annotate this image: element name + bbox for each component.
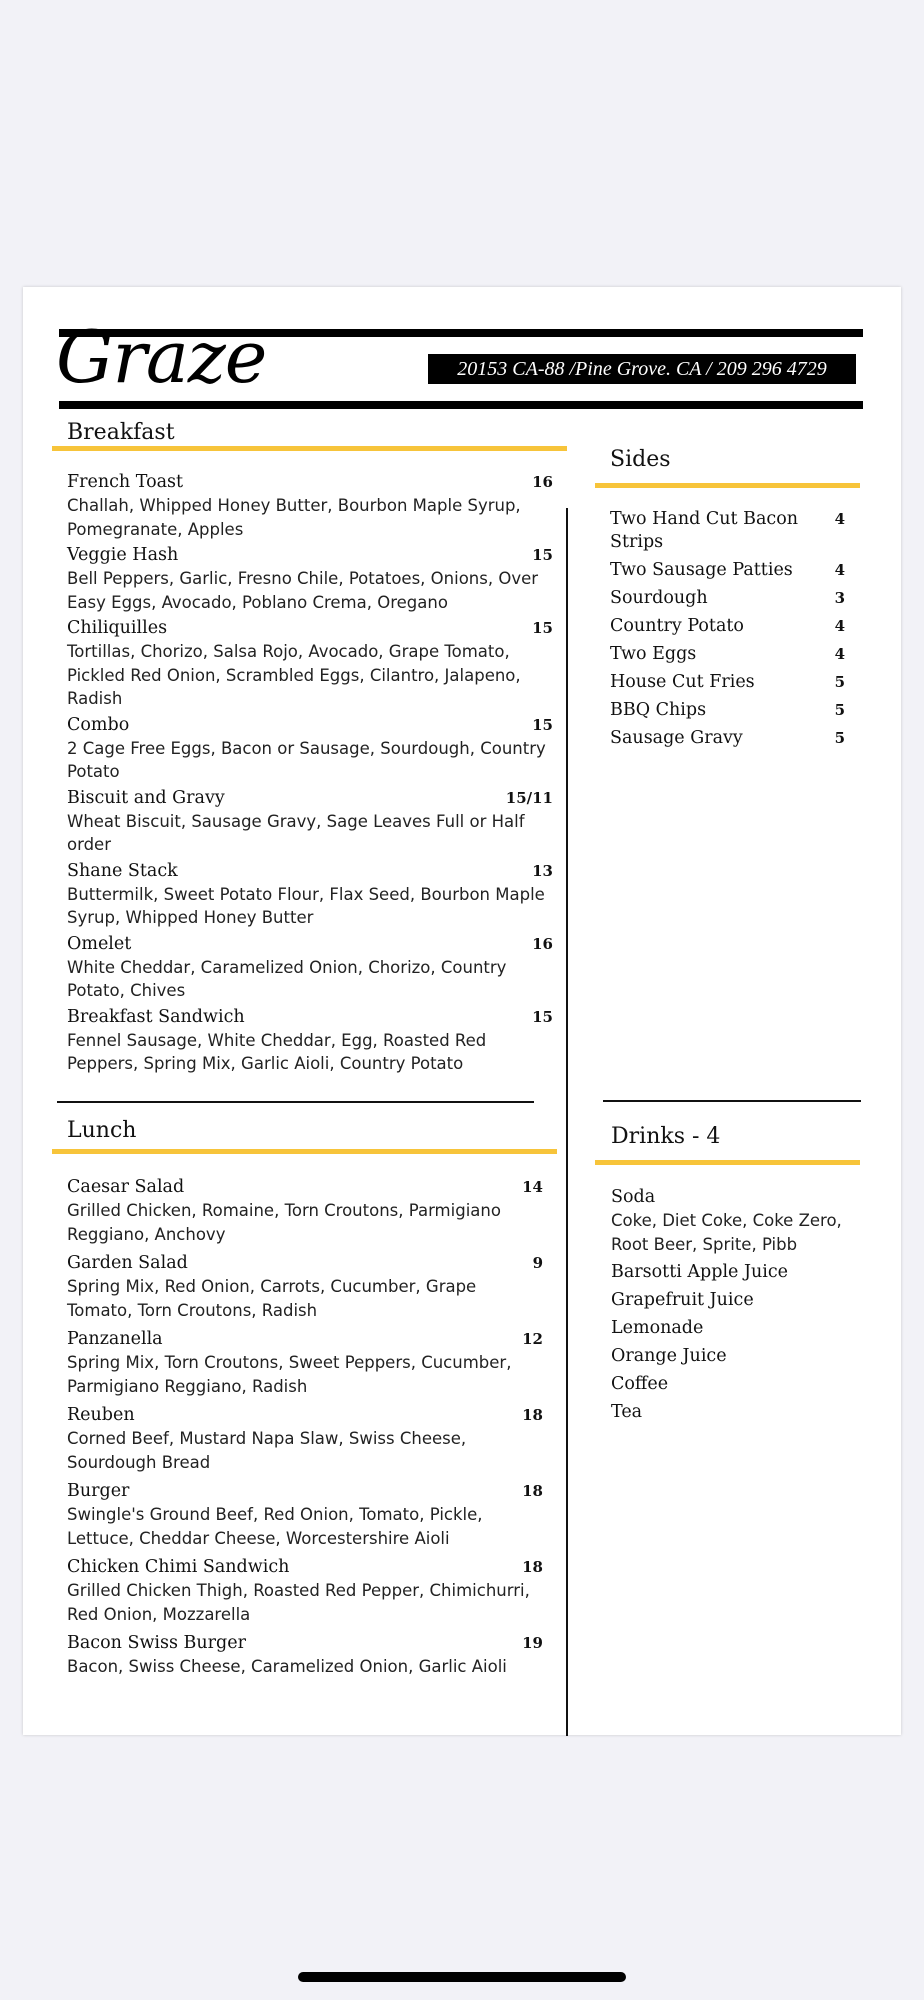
menu-item — [67, 471, 553, 541]
menu-item-name: Chicken Chimi Sandwich — [67, 1557, 290, 1577]
menu-item — [67, 1176, 543, 1246]
drinks-title: Drinks - 4 — [611, 1124, 721, 1149]
menu-item-header — [611, 1345, 847, 1368]
sides-list — [610, 508, 845, 755]
menu-item-name: Grapefruit Juice — [611, 1290, 754, 1310]
menu-item — [67, 617, 553, 711]
menu-item-name: Chiliquilles — [67, 618, 168, 638]
menu-item-price: 18 — [522, 1406, 543, 1424]
menu-item-header — [611, 1401, 847, 1424]
menu-item-price: 5 — [834, 673, 845, 691]
menu-item-header — [610, 587, 845, 610]
menu-item-header — [610, 615, 845, 638]
menu-item-header — [610, 643, 845, 666]
menu-item-header — [67, 1176, 543, 1199]
restaurant-logo: Graze — [56, 315, 267, 399]
sides-drinks-divider — [603, 1100, 861, 1102]
menu-item-price: 15 — [532, 1007, 553, 1026]
menu-item — [610, 643, 845, 666]
menu-item — [67, 1328, 543, 1398]
address-banner: 20153 CA-88 /Pine Grove. CA / 209 296 4729 — [428, 354, 856, 384]
menu-item — [67, 714, 553, 784]
breakfast-lunch-divider — [57, 1101, 534, 1103]
menu-item-header — [611, 1186, 847, 1209]
menu-item — [610, 671, 845, 694]
menu-item-description: Wheat Biscuit, Sausage Gravy, Sage Leaves Full or Half order — [67, 811, 525, 854]
menu-item-description: Buttermilk, Sweet Potato Flour, Flax Seed, Bourbon Maple Syrup, Whipped Honey Butter — [67, 884, 545, 927]
menu-item-name: Biscuit and Gravy — [67, 787, 225, 808]
menu-item-header — [67, 1252, 543, 1275]
breakfast-underline — [52, 446, 567, 451]
menu-item-description: Grilled Chicken, Romaine, Torn Croutons, Parmigiano Reggiano, Anchovy — [67, 1201, 501, 1244]
menu-item-header — [611, 1289, 847, 1312]
menu-item-name: Omelet — [67, 933, 132, 954]
menu-item — [611, 1345, 847, 1368]
menu-item-header — [611, 1373, 847, 1396]
menu-item-name: Two Eggs — [610, 644, 697, 664]
sides-underline — [595, 483, 860, 488]
menu-item-name: Shane Stack — [67, 860, 178, 881]
lunch-list — [67, 1176, 543, 1685]
menu-item-name: Panzanella — [67, 1329, 163, 1349]
menu-item-price: 16 — [532, 934, 553, 953]
menu-item-header — [610, 671, 845, 694]
menu-item — [67, 860, 553, 930]
menu-item — [67, 787, 553, 857]
menu-item — [611, 1317, 847, 1340]
breakfast-title: Breakfast — [67, 420, 175, 445]
menu-item-description: Spring Mix, Red Onion, Carrots, Cucumber, Grape Tomato, Torn Croutons, Radish — [67, 1277, 477, 1320]
drinks-list — [611, 1186, 847, 1429]
menu-item-header — [67, 1480, 543, 1503]
menu-item-name: Sourdough — [610, 588, 708, 608]
menu-item — [67, 1556, 543, 1626]
menu-item-header — [611, 1261, 847, 1284]
menu-item-header — [67, 1006, 553, 1029]
menu-item — [67, 1006, 553, 1076]
menu-item — [611, 1401, 847, 1424]
lunch-underline — [52, 1149, 557, 1154]
sides-title: Sides — [610, 447, 671, 472]
menu-item-price: 4 — [834, 561, 845, 579]
menu-item-header — [67, 1404, 543, 1427]
menu-item — [67, 1252, 543, 1322]
menu-item-price: 9 — [532, 1254, 543, 1272]
menu-item-price: 19 — [522, 1634, 543, 1652]
breakfast-list — [67, 471, 553, 1079]
menu-item-price: 15 — [532, 546, 553, 564]
lunch-title: Lunch — [67, 1118, 137, 1143]
menu-item — [611, 1373, 847, 1396]
menu-item-description: Corned Beef, Mustard Napa Slaw, Swiss Cheese, Sourdough Bread — [67, 1429, 467, 1472]
menu-item-price: 5 — [834, 729, 845, 747]
menu-item — [67, 1404, 543, 1474]
menu-item — [610, 727, 845, 750]
menu-item-description: Swingle's Ground Beef, Red Onion, Tomato, Pickle, Lettuce, Cheddar Cheese, Worcestershire Aioli — [67, 1505, 483, 1548]
menu-item-price: 18 — [522, 1558, 543, 1576]
menu-item-price: 15 — [532, 715, 553, 734]
menu-item-name: Two Sausage Patties — [610, 560, 793, 580]
menu-item-price: 18 — [522, 1482, 543, 1500]
menu-item-price: 14 — [522, 1178, 543, 1196]
menu-item-header — [610, 559, 845, 582]
drinks-underline — [595, 1160, 860, 1165]
menu-item-header — [67, 544, 553, 567]
menu-item-header — [67, 1556, 543, 1579]
menu-item-header — [67, 787, 553, 810]
home-indicator — [298, 1972, 626, 1982]
menu-item-name: Country Potato — [610, 616, 744, 636]
menu-item-header — [610, 699, 845, 722]
menu-item-header — [67, 471, 553, 494]
menu-item-name: French Toast — [67, 472, 184, 492]
menu-item-name: Barsotti Apple Juice — [611, 1262, 788, 1282]
menu-item-description: White Cheddar, Caramelized Onion, Chorizo, Country Potato, Chives — [67, 957, 507, 1000]
menu-item — [610, 615, 845, 638]
menu-item-price: 13 — [532, 861, 553, 880]
menu-item — [610, 587, 845, 610]
menu-item-name: Two Hand Cut Bacon Strips — [610, 509, 799, 552]
menu-item — [67, 1480, 543, 1550]
header-bottom-rule — [59, 401, 863, 409]
menu-item-header — [67, 1328, 543, 1351]
menu-item-price: 15/11 — [505, 788, 553, 807]
menu-item-description: Tortillas, Chorizo, Salsa Rojo, Avocado, Grape Tomato, Pickled Red Onion, Scrambled Eggs, Cilantro, Jalapeno, Radish — [67, 642, 521, 708]
menu-item-name: Soda — [611, 1187, 656, 1207]
menu-item-name: House Cut Fries — [610, 672, 755, 692]
menu-item — [67, 544, 553, 614]
menu-item-header — [610, 508, 845, 554]
menu-item-header — [67, 1632, 543, 1655]
menu-item — [611, 1186, 847, 1256]
menu-item — [610, 508, 845, 554]
menu-item-name: Bacon Swiss Burger — [67, 1633, 246, 1653]
menu-item — [67, 1632, 543, 1679]
menu-item-header — [67, 714, 553, 737]
menu-item-price: 16 — [532, 473, 553, 491]
menu-item — [67, 933, 553, 1003]
menu-item-name: Garden Salad — [67, 1253, 188, 1273]
menu-item — [610, 559, 845, 582]
menu-item-description: Grilled Chicken Thigh, Roasted Red Pepper, Chimichurri, Red Onion, Mozzarella — [67, 1581, 530, 1624]
menu-item-description: Fennel Sausage, White Cheddar, Egg, Roasted Red Peppers, Spring Mix, Garlic Aioli, Country Potato — [67, 1030, 487, 1073]
menu-item-price: 3 — [834, 589, 845, 607]
menu-item-description: Bell Peppers, Garlic, Fresno Chile, Potatoes, Onions, Over Easy Eggs, Avocado, Poblano Crema, Oregano — [67, 569, 539, 612]
menu-item — [611, 1261, 847, 1284]
menu-item-name: Orange Juice — [611, 1346, 727, 1366]
menu-item-name: Reuben — [67, 1405, 135, 1425]
menu-item-header — [67, 933, 553, 956]
menu-item-price: 4 — [834, 645, 845, 663]
menu-item-price: 4 — [834, 510, 845, 528]
menu-item-price: 12 — [522, 1330, 543, 1348]
menu-item-description: Challah, Whipped Honey Butter, Bourbon Maple Syrup, Pomegranate, Apples — [67, 496, 521, 539]
menu-item-price: 4 — [834, 617, 845, 635]
menu-item-name: Lemonade — [611, 1318, 704, 1338]
menu-item-price: 15 — [532, 619, 553, 637]
menu-item-name: Coffee — [611, 1374, 669, 1394]
menu-item-name: Breakfast Sandwich — [67, 1006, 245, 1027]
menu-item — [610, 699, 845, 722]
menu-item-description: 2 Cage Free Eggs, Bacon or Sausage, Sourdough, Country Potato — [67, 738, 546, 781]
menu-item-name: BBQ Chips — [610, 700, 707, 720]
menu-item-name: Burger — [67, 1481, 130, 1501]
menu-item-header — [67, 860, 553, 883]
menu-item-description: Coke, Diet Coke, Coke Zero, Root Beer, Sprite, Pibb — [611, 1211, 842, 1254]
menu-item-description: Spring Mix, Torn Croutons, Sweet Peppers, Cucumber, Parmigiano Reggiano, Radish — [67, 1353, 512, 1396]
menu-item-price: 5 — [834, 701, 845, 719]
menu-item-name: Caesar Salad — [67, 1177, 185, 1197]
menu-item-description: Bacon, Swiss Cheese, Caramelized Onion, Garlic Aioli — [67, 1657, 507, 1676]
menu-item-name: Combo — [67, 714, 130, 735]
menu-item-header — [611, 1317, 847, 1340]
menu-item-name: Tea — [611, 1402, 643, 1422]
menu-item — [611, 1289, 847, 1312]
menu-item-header — [67, 617, 553, 640]
menu-item-name: Veggie Hash — [67, 545, 179, 565]
menu-item-header — [610, 727, 845, 750]
menu-item-name: Sausage Gravy — [610, 728, 743, 748]
column-divider — [566, 508, 568, 1736]
